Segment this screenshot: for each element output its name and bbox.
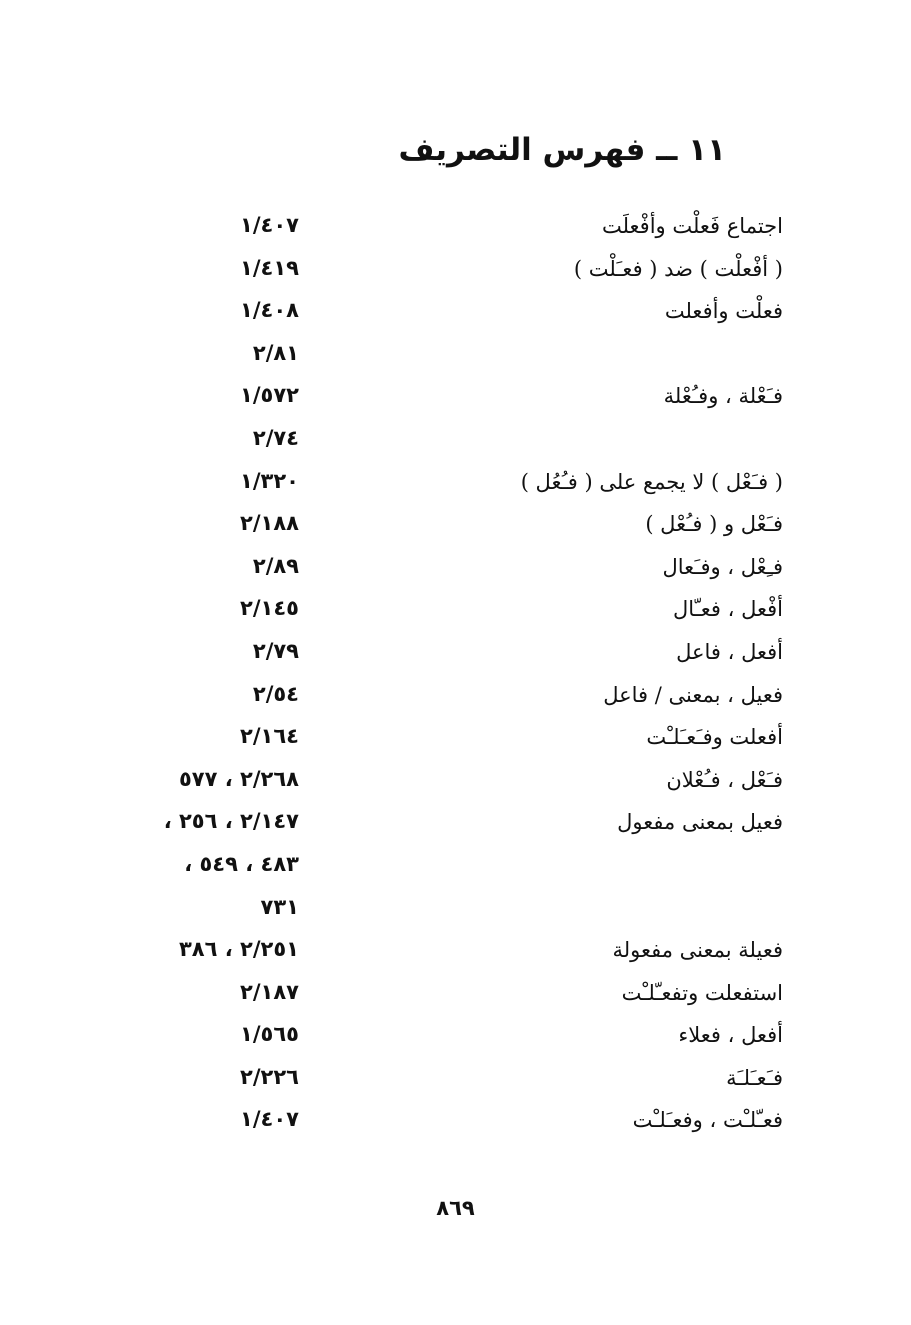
index-row bbox=[0, 802, 911, 845]
index-row bbox=[0, 717, 911, 760]
page-number: ٨٦٩ bbox=[436, 1196, 475, 1220]
index-row bbox=[0, 1058, 911, 1101]
index-term: أفْعل ، فعـّال bbox=[672, 597, 783, 622]
index-term: فـَعـَلـَة bbox=[726, 1065, 783, 1090]
index-row bbox=[0, 760, 911, 803]
index-ref: ٢/١٨٨ bbox=[240, 511, 299, 536]
index-term: أفعلت وفـَعـَلـْت bbox=[646, 725, 783, 750]
index-row bbox=[0, 930, 911, 973]
index-row bbox=[0, 376, 911, 419]
index-row bbox=[0, 249, 911, 292]
index-row bbox=[0, 589, 911, 632]
index-ref: ٢/١٤٥ bbox=[240, 596, 299, 621]
index-row bbox=[0, 462, 911, 505]
index-term: استفعلت وتفعـّلـْت bbox=[621, 980, 783, 1005]
index-row bbox=[0, 675, 911, 718]
index-ref: ٢/٢٦٨ ، ٥٧٧ bbox=[178, 766, 299, 791]
index-ref: ٢/١٦٤ bbox=[240, 724, 299, 749]
index-list bbox=[0, 206, 911, 1143]
index-term: اجتماع فَعلْت وأفْعلَت bbox=[601, 214, 783, 238]
index-ref: ١/٤٠٨ bbox=[240, 298, 299, 323]
index-ref: ١/٤٠٧ bbox=[240, 1107, 299, 1132]
index-ref: ٢/٢٢٦ bbox=[240, 1064, 299, 1089]
index-term: ( فـَعْل ) لا يجمع على ( فـُعُل ) bbox=[520, 469, 783, 494]
index-ref: ٢/٨١ bbox=[252, 340, 299, 365]
index-ref: ٢/١٨٧ bbox=[240, 979, 299, 1004]
index-row bbox=[0, 206, 911, 249]
index-ref: ١/٤١٩ bbox=[240, 255, 299, 280]
index-row bbox=[0, 888, 911, 931]
index-term: فـَعْلة ، وفـُعْلة bbox=[663, 384, 783, 409]
index-ref: ٢/٧٤ bbox=[252, 425, 299, 450]
index-ref: ٢/٨٩ bbox=[252, 553, 299, 578]
index-row bbox=[0, 1015, 911, 1058]
index-ref: ١/٣٢٠ bbox=[240, 468, 299, 493]
index-row bbox=[0, 504, 911, 547]
index-term: أفعل ، فعلاء bbox=[678, 1023, 783, 1048]
index-row bbox=[0, 419, 911, 462]
index-row bbox=[0, 547, 911, 590]
index-term: فعيلة بمعنى مفعولة bbox=[612, 938, 783, 963]
index-term: فـَعْل ، فـُعْلان bbox=[666, 767, 783, 792]
index-ref: ٢/٢٥١ ، ٣٨٦ bbox=[178, 937, 299, 962]
index-ref: ٢/٥٤ bbox=[252, 681, 299, 706]
index-ref: ١/٤٠٧ bbox=[240, 213, 299, 237]
index-term: فـَعْل و ( فـُعْل ) bbox=[645, 512, 783, 537]
index-ref: ٤٨٣ ، ٥٤٩ ، bbox=[184, 851, 299, 876]
index-term: فعيل ، بمعنى / فاعل bbox=[603, 682, 783, 707]
index-row bbox=[0, 291, 911, 334]
index-term: فعيل بمعنى مفعول bbox=[617, 810, 783, 835]
index-row bbox=[0, 632, 911, 675]
index-ref: ١/٥٧٢ bbox=[240, 383, 299, 408]
index-term: فعـّلـْت ، وفعـَلـْت bbox=[632, 1108, 783, 1133]
index-term: ( أفْعلْت ) ضد ( فعـَلْت ) bbox=[573, 256, 783, 281]
index-term: فـِعْل ، وفـَعال bbox=[662, 554, 783, 579]
index-row bbox=[0, 1100, 911, 1143]
page-title: ١١ ــ فهرس التصريف bbox=[398, 132, 726, 168]
index-row bbox=[0, 973, 911, 1016]
index-ref: ٢/١٤٧ ، ٢٥٦ ، bbox=[163, 809, 299, 834]
index-ref: ٢/٧٩ bbox=[252, 638, 299, 663]
index-row bbox=[0, 845, 911, 888]
index-term: أفعل ، فاعل bbox=[676, 639, 783, 664]
index-ref: ٧٣١ bbox=[260, 894, 299, 919]
index-ref: ١/٥٦٥ bbox=[240, 1022, 299, 1047]
index-term: فعلْت وأفعلت bbox=[664, 299, 783, 324]
index-row bbox=[0, 334, 911, 377]
